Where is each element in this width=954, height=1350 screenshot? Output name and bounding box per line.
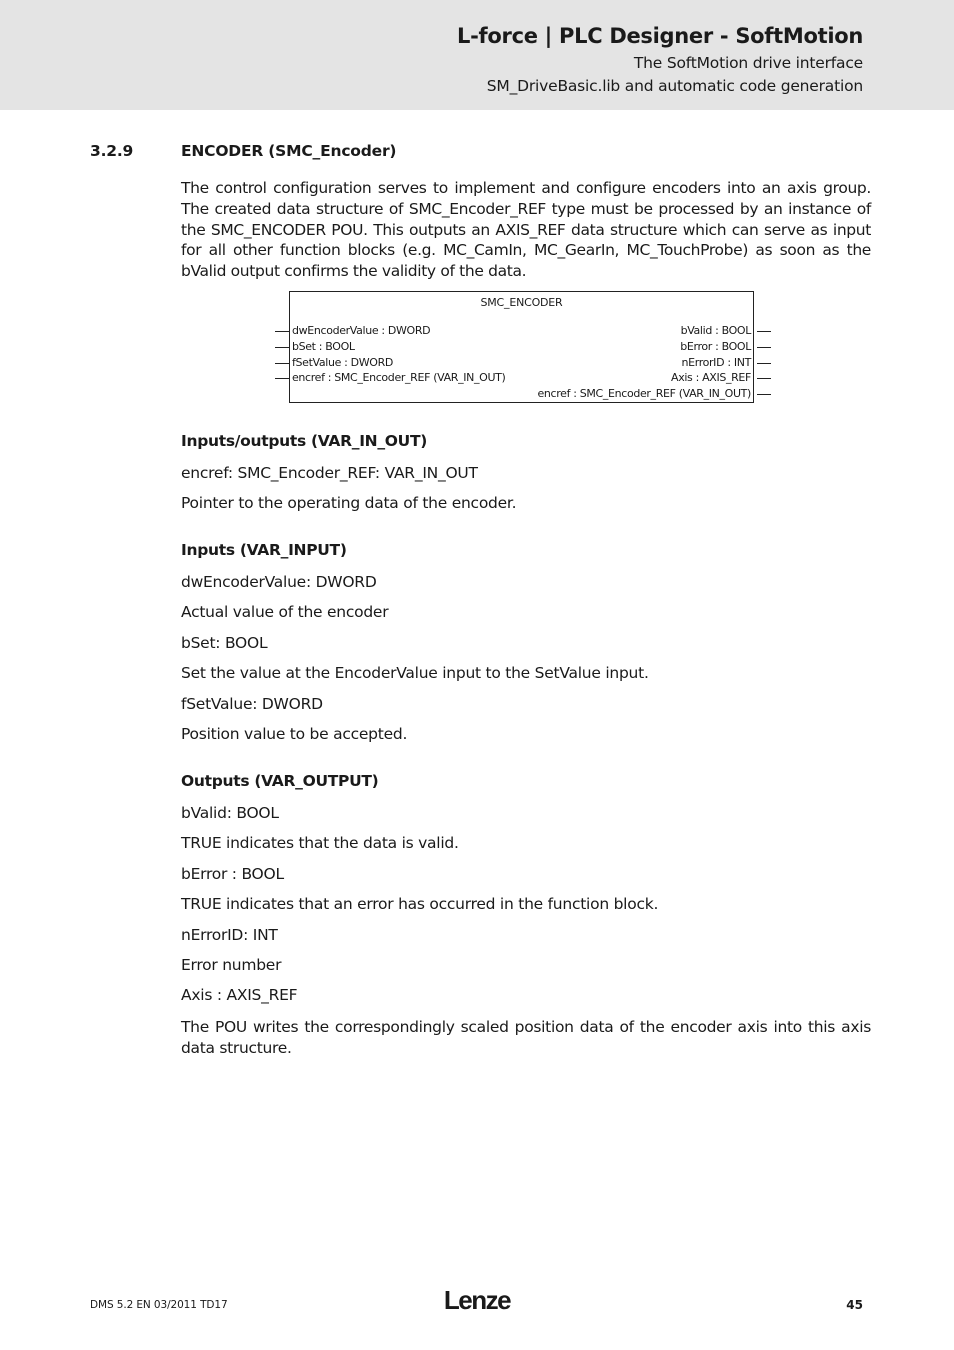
input-param-desc: Set the value at the EncoderValue input to the SetValue input. [181, 664, 649, 682]
output-pin-line [757, 378, 771, 379]
input-param-desc: Position value to be accepted. [181, 725, 408, 743]
input-pin-line [275, 363, 289, 364]
output-param-name: nErrorID: INT [181, 926, 278, 944]
page-number: 45 [846, 1298, 863, 1312]
fb-output-axis: Axis : AXIS_REF [671, 371, 751, 384]
page-header [0, 0, 954, 110]
output-param-desc: Error number [181, 956, 282, 974]
footer-document-id: DMS 5.2 EN 03/2011 TD17 [90, 1299, 228, 1311]
output-pin-line [757, 394, 771, 395]
input-pin-line [275, 331, 289, 332]
fb-input-fsetvalue: fSetValue : DWORD [292, 356, 394, 369]
lenze-logo-text: Lenze [443, 1286, 511, 1314]
input-param-name: dwEncoderValue: DWORD [181, 573, 377, 591]
function-block-diagram [270, 288, 780, 408]
inputs-heading: Inputs (VAR_INPUT) [181, 541, 347, 559]
inout-param-desc: Pointer to the operating data of the encoder. [181, 494, 517, 512]
outputs-heading: Outputs (VAR_OUTPUT) [181, 772, 379, 790]
header-subtitle-chapter: The SoftMotion drive interface [633, 54, 863, 72]
output-param-desc: TRUE indicates that an error has occurred in the function block. [181, 895, 659, 913]
section-title: ENCODER (SMC_Encoder) [181, 142, 397, 160]
fb-input-dwencodervalue: dwEncoderValue : DWORD [292, 324, 431, 337]
inout-heading: Inputs/outputs (VAR_IN_OUT) [181, 432, 428, 450]
output-param-name: Axis : AXIS_REF [181, 986, 298, 1004]
output-pin-line [757, 347, 771, 348]
input-pin-line [275, 378, 289, 379]
function-block-title: SMC_ENCODER [480, 296, 563, 309]
output-param-desc: The POU writes the correspondingly scaled position data of the encoder axis into this axis data structure. [181, 1018, 871, 1057]
input-param-desc: Actual value of the encoder [181, 603, 389, 621]
output-param-name: bError : BOOL [181, 865, 284, 883]
output-pin-line [757, 363, 771, 364]
output-param-desc: TRUE indicates that the data is valid. [181, 834, 459, 852]
fb-output-encref: encref : SMC_Encoder_REF (VAR_IN_OUT) [537, 387, 751, 400]
function-block-box [289, 291, 754, 403]
input-param-name: bSet: BOOL [181, 634, 268, 652]
output-pin-line [757, 331, 771, 332]
intro-paragraph: The control configuration serves to implement and configure encoders into an axis group. The created data structure of SMC_Encoder_REF type must be processed by an instance of the SMC_ENCODER POU. This outputs an AXIS_REF data structure which can serve as input for all other function blocks (e.g. MC_CamIn, MC_GearIn, MC_TouchProbe) as soon as the bValid output confirms the validity of the data. [181, 179, 871, 281]
fb-output-nerrorid: nErrorID : INT [681, 356, 751, 369]
lenze-logo [437, 1286, 517, 1314]
inout-param-name: encref: SMC_Encoder_REF: VAR_IN_OUT [181, 464, 478, 482]
fb-output-bvalid: bValid : BOOL [680, 324, 751, 337]
output-param-name: bValid: BOOL [181, 804, 279, 822]
input-pin-line [275, 347, 289, 348]
header-title: L-force | PLC Designer - SoftMotion [457, 24, 863, 48]
fb-input-bset: bSet : BOOL [292, 340, 355, 353]
input-param-name: fSetValue: DWORD [181, 695, 323, 713]
header-subtitle-section: SM_DriveBasic.lib and automatic code generation [486, 77, 863, 95]
fb-input-encref: encref : SMC_Encoder_REF (VAR_IN_OUT) [292, 371, 506, 384]
fb-output-berror: bError : BOOL [680, 340, 751, 353]
section-number: 3.2.9 [90, 142, 134, 160]
